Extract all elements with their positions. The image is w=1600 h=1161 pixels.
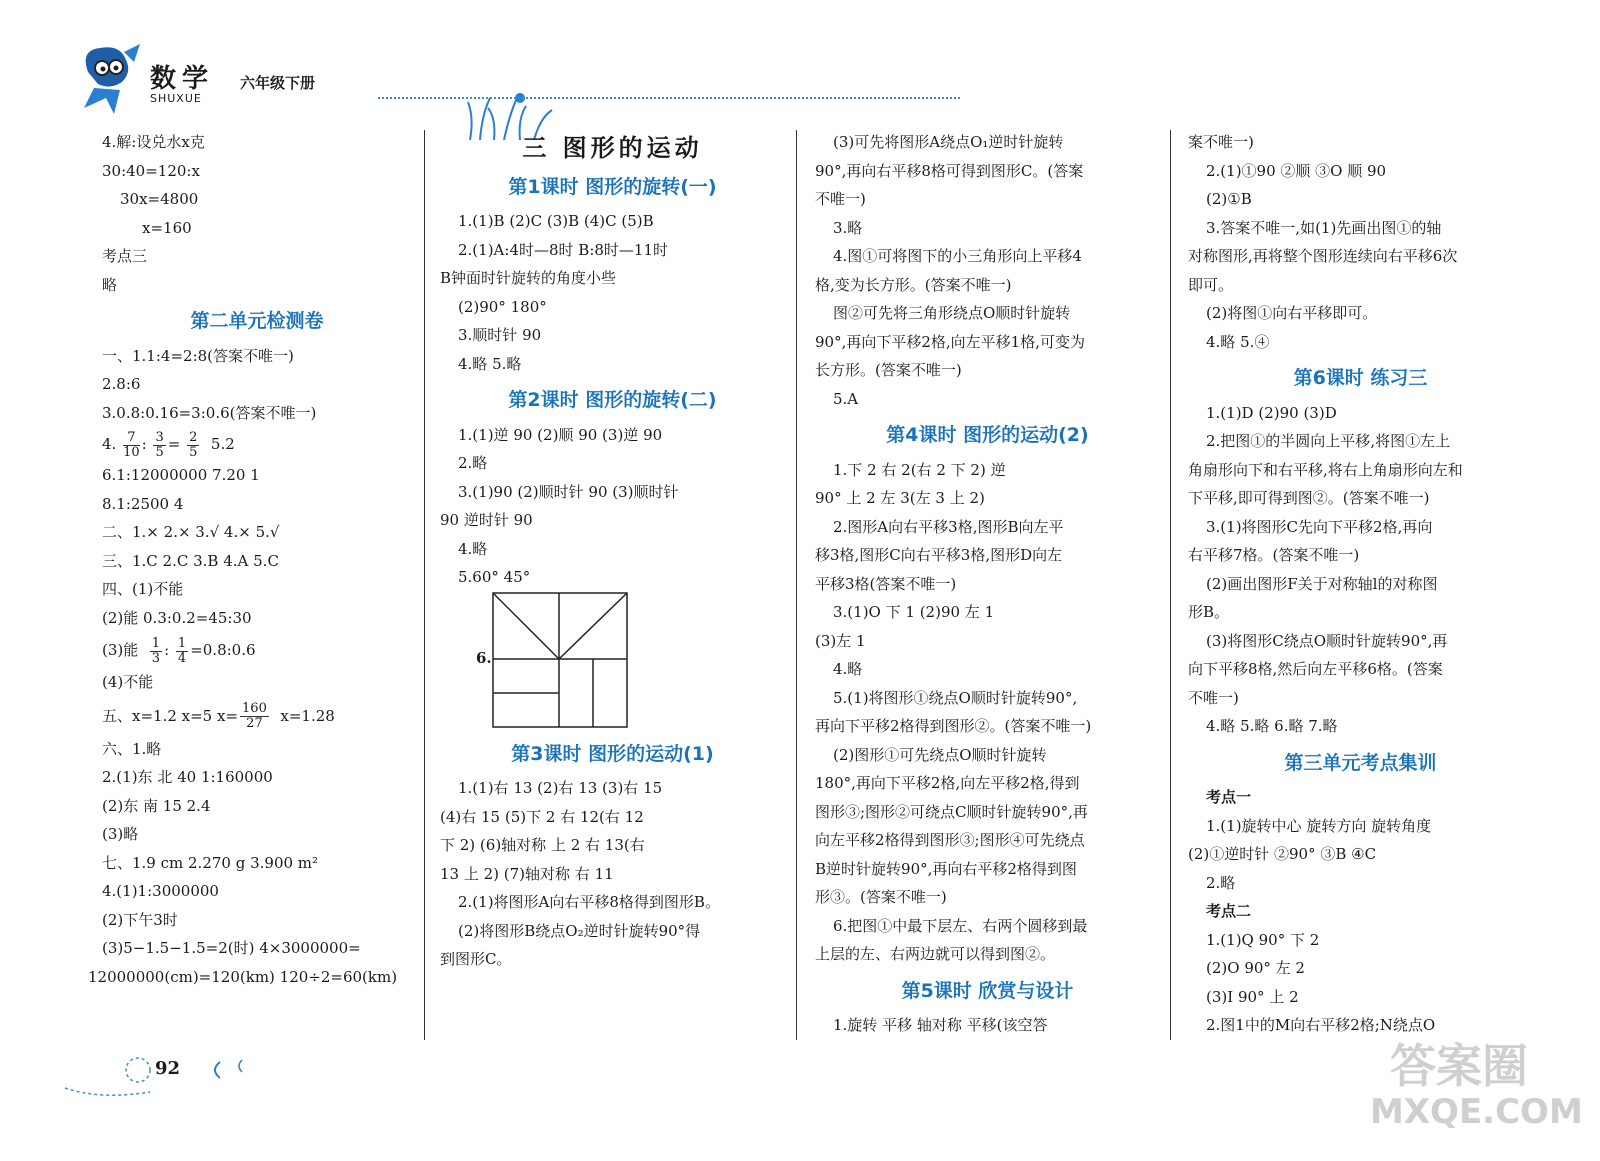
column-divider [424, 130, 425, 1040]
text-line: 向下平移8格,然后向左平移6格。(答案 [1188, 660, 1443, 678]
text-line: 格,变为长方形。(答案不唯一) [815, 275, 1012, 294]
text-line: 形③。(答案不唯一) [815, 888, 947, 906]
text-line: 3.略 [833, 218, 863, 237]
text-line: 30:40=120:x [102, 161, 200, 180]
text-line: (3)可先将图形A绕点O₁逆时针旋转 [833, 133, 1064, 151]
column-2 [440, 128, 785, 974]
text-line: 4.略 5.略 6.略 7.略 [1206, 717, 1338, 735]
watermark-url: MXQE.COM [1370, 1092, 1583, 1132]
text-line: 下 2) (6)轴对称 上 2 右 13(右 [440, 836, 645, 854]
text-line: (2)画出图形F关于对称轴l的对称图 [1206, 574, 1438, 593]
text-line: 1.(1)B (2)C (3)B (4)C (5)B [458, 212, 654, 230]
text-line: (2)90° 180° [458, 297, 547, 316]
text-line: (3)I 90° 上 2 [1206, 987, 1299, 1006]
text-line: 考点三 [102, 247, 148, 265]
column-1 [88, 128, 412, 991]
grade-label: 六年级下册 [240, 74, 316, 92]
column-divider [796, 130, 797, 1040]
text-line: 七、1.9 cm 2.270 g 3.900 m² [102, 853, 319, 872]
text-line: 4.略 [833, 660, 863, 678]
fraction: $\frac{1}{4}$ [177, 635, 187, 666]
text-line: 移3格,图形C向右平移3格,图形D向左 [815, 546, 1063, 564]
fraction: $\frac{1}{3}$ [151, 635, 161, 666]
page-number: 92 [155, 1058, 181, 1079]
column-4 [1188, 128, 1533, 1040]
text-line: (3)能 $\frac{1}{3}$ : $\frac{1}{4}$ =0.8:0.6 [102, 635, 256, 666]
watermark [1300, 1030, 1590, 1150]
text-line: 2.略 [458, 454, 488, 472]
text-line: (3)略 [102, 825, 139, 843]
section-heading: 第3课时 图形的运动(1) [511, 742, 714, 765]
text-line: 对称图形,再将整个图形连续向右平移6次 [1188, 247, 1458, 265]
text-line: 4.图①可将图下的小三角形向上平移4 [833, 247, 1082, 265]
fraction: $\frac{7}{10}$ [123, 429, 140, 460]
text-line: 2.图形A向右平移3格,图形B向左平 [833, 517, 1064, 536]
fraction: $\frac{3}{5}$ [155, 429, 164, 460]
section-heading: 第二单元检测卷 [190, 310, 324, 332]
text-line: 3.(1)O 下 1 (2)90 左 1 [833, 603, 995, 621]
text-line: 五、x=1.2 x=5 x= $\frac{160}{27}$ x=1.28 [102, 701, 335, 731]
text-line: 平移3格(答案不唯一) [815, 574, 957, 593]
section-heading: 第1课时 图形的旋转(一) [508, 175, 717, 198]
section-heading: 第5课时 欣赏与设计 [901, 979, 1074, 1002]
text-line: 1.下 2 右 2(右 2 下 2) 逆 [833, 460, 1006, 479]
text-line: 2.(1)东 北 40 1:160000 [102, 768, 273, 786]
text-line: 5.(1)将图形①绕点O顺时针旋转90°, [833, 688, 1078, 707]
text-line: (2)O 90° 左 2 [1206, 959, 1305, 977]
square-figure [492, 592, 628, 728]
text-line: 2.把图①的半圆向上平移,将图①左上 [1206, 432, 1451, 450]
text-line: 六、1.略 [102, 739, 162, 758]
text-line: (2)图形①可先绕点O顺时针旋转 [833, 745, 1047, 764]
subject-title: 数学 [150, 64, 215, 94]
text-line: 长方形。(答案不唯一) [815, 361, 962, 379]
text-line: (2)下午3时 [102, 910, 178, 929]
text-line: 90°,再向下平移2格,向左平移1格,可变为 [815, 332, 1085, 351]
text-line: 3.0.8:0.16=3:0.6(答案不唯一) [102, 403, 317, 422]
text-line: 5.60° 45° [458, 568, 531, 586]
text-line: 2.图1中的M向右平移2格;N绕点O [1206, 1016, 1436, 1034]
subject-pinyin: SHUXUE [150, 92, 202, 105]
text-line: 1.(1)右 13 (2)右 13 (3)右 15 [458, 779, 663, 797]
text-line: (3)5−1.5−1.5=2(时) 4×3000000= [102, 939, 361, 957]
text-line: 再向下平移2格得到图形②。(答案不唯一) [815, 717, 1092, 735]
watermark-logo-text: 答案圈 [1390, 1039, 1528, 1093]
mascot-logo [70, 42, 146, 116]
text-line: 到图形C。 [440, 950, 512, 968]
text-line: 3.答案不唯一,如(1)先画出图①的轴 [1206, 218, 1442, 237]
text-line: 3.顺时针 90 [458, 326, 542, 344]
text-line: (2)①B [1206, 190, 1252, 208]
text-line: 4.略 5.略 [458, 354, 522, 373]
text-line: 角扇形向下和右平移,将右上角扇形向左和 [1188, 460, 1463, 479]
text-line: 3.(1)将图形C先向下平移2格,再向 [1206, 517, 1433, 536]
page-header [60, 40, 960, 110]
text-line: 90° 上 2 左 3(左 3 上 2) [815, 489, 985, 507]
text-line: 180°,再向下平移2格,向左平移2格,得到 [815, 774, 1080, 792]
text-line: B逆时针旋转90°,再向右平移2格得到图 [815, 859, 1077, 878]
text-line: 1.(1)逆 90 (2)顺 90 (3)逆 90 [458, 425, 663, 444]
text-line: (3)左 1 [815, 631, 866, 650]
text-line: 不唯一) [1188, 688, 1239, 707]
text-line: 2.(1)A:4时—8时 B:8时—11时 [458, 240, 669, 259]
text-line: 4.(1)1:3000000 [102, 882, 219, 900]
text-line: 右平移7格。(答案不唯一) [1188, 546, 1360, 564]
text-line: (2)东 南 15 2.4 [102, 796, 211, 815]
text-line: 图形③;图形②可绕点C顺时针旋转90°,再 [815, 802, 1088, 821]
section-heading: 第三单元考点集训 [1284, 751, 1437, 774]
text-line: (3)将图形C绕点O顺时针旋转90°,再 [1206, 631, 1448, 650]
text-line: 考点二 [1206, 902, 1252, 920]
figure-label: 6. [476, 648, 492, 667]
text-line: 4. $\frac{7}{10}$ : $\frac{3}{5}$ = $\frac{2}{5}$ 5.2 [102, 429, 235, 460]
text-line: 2.略 [1206, 873, 1236, 892]
fraction: $\frac{160}{27}$ [242, 701, 267, 731]
text-line: 4.略 5.④ [1206, 332, 1270, 351]
text-line: 2.(1)①90 ②顺 ③O 顺 90 [1206, 161, 1387, 180]
header-rule [378, 97, 960, 99]
text-line: (2)能 0.3:0.2=45:30 [102, 608, 252, 627]
text-line: 4.略 [458, 539, 488, 558]
text-line: B钟面时针旋转的角度小些 [440, 269, 617, 287]
column-3 [815, 128, 1160, 1040]
text-line: 一、1.1:4=2:8(答案不唯一) [102, 346, 294, 365]
text-line: 12000000(cm)=120(km) 120÷2=60(km) [88, 967, 398, 986]
section-heading: 第4课时 图形的运动(2) [886, 424, 1089, 446]
text-line: 90 逆时针 90 [440, 511, 533, 529]
text-line: 6.1:12000000 7.20 1 [102, 466, 260, 484]
text-line: x=160 [142, 218, 192, 237]
text-line: 即可。 [1188, 275, 1234, 294]
text-line: 1.(1)旋转中心 旋转方向 旋转角度 [1206, 816, 1432, 835]
text-line: 三、1.C 2.C 3.B 4.A 5.C [102, 551, 279, 570]
text-line: (4)不能 [102, 673, 154, 691]
text-line: 5.A [833, 389, 859, 408]
column-divider [1170, 130, 1171, 1040]
text-line: 略 [102, 275, 118, 294]
text-line: (2)①逆时针 ②90° ③B ④C [1188, 845, 1377, 863]
text-line: 30x=4800 [120, 190, 199, 208]
text-line: (2)将图形B绕点O₂逆时针旋转90°得 [458, 921, 701, 940]
item-label: 4. [102, 435, 117, 453]
text-line: 不唯一) [815, 190, 866, 208]
text-line: 4.解:设兑水x克 [102, 133, 205, 151]
text-line: 四、(1)不能 [102, 580, 184, 598]
text-line: 2.8:6 [102, 375, 141, 393]
text-line: (4)右 15 (5)下 2 右 12(右 12 [440, 807, 644, 826]
text-line: (2)将图①向右平移即可。 [1206, 304, 1378, 322]
text-line: 向左平移2格得到图形③;图形④可先绕点 [815, 831, 1085, 849]
section-heading: 第6课时 练习三 [1293, 367, 1428, 389]
text-line: 90°,再向右平移8格可得到图形C。(答案 [815, 161, 1084, 180]
text-line: 1.(1)Q 90° 下 2 [1206, 930, 1320, 949]
text-line: 二、1.× 2.× 3.√ 4.× 5.√ [102, 523, 280, 541]
text-line: 5.2 [210, 435, 235, 453]
text-line: 上层的左、右两边就可以得到图②。 [815, 945, 1056, 963]
text-line: 8.1:2500 4 [102, 494, 184, 513]
text-line: 考点一 [1206, 788, 1252, 806]
text-line: 图②可先将三角形绕点O顺时针旋转 [833, 304, 1071, 322]
figure-6 [440, 592, 785, 732]
text-line: 3.(1)90 (2)顺时针 90 (3)顺时针 [458, 482, 679, 501]
text-line: 1.旋转 平移 轴对称 平移(该空答 [833, 1016, 1048, 1034]
section-heading: 第2课时 图形的旋转(二) [508, 389, 717, 411]
chapter-title: 三 图形的运动 [522, 133, 703, 162]
text-line: 案不唯一) [1188, 133, 1254, 151]
text-line: 形B。 [1188, 603, 1230, 621]
text-line: 13 上 2) (7)轴对称 右 11 [440, 864, 614, 883]
text-line: 下平移,即可得到图②。(答案不唯一) [1188, 489, 1430, 507]
text-line: 2.(1)将图形A向右平移8格得到图形B。 [458, 893, 720, 911]
text-line: 1.(1)D (2)90 (3)D [1206, 403, 1337, 422]
fraction: $\frac{2}{5}$ [189, 429, 198, 460]
text-line: 6.把图①中最下层左、右两个圆移到最 [833, 916, 1088, 935]
